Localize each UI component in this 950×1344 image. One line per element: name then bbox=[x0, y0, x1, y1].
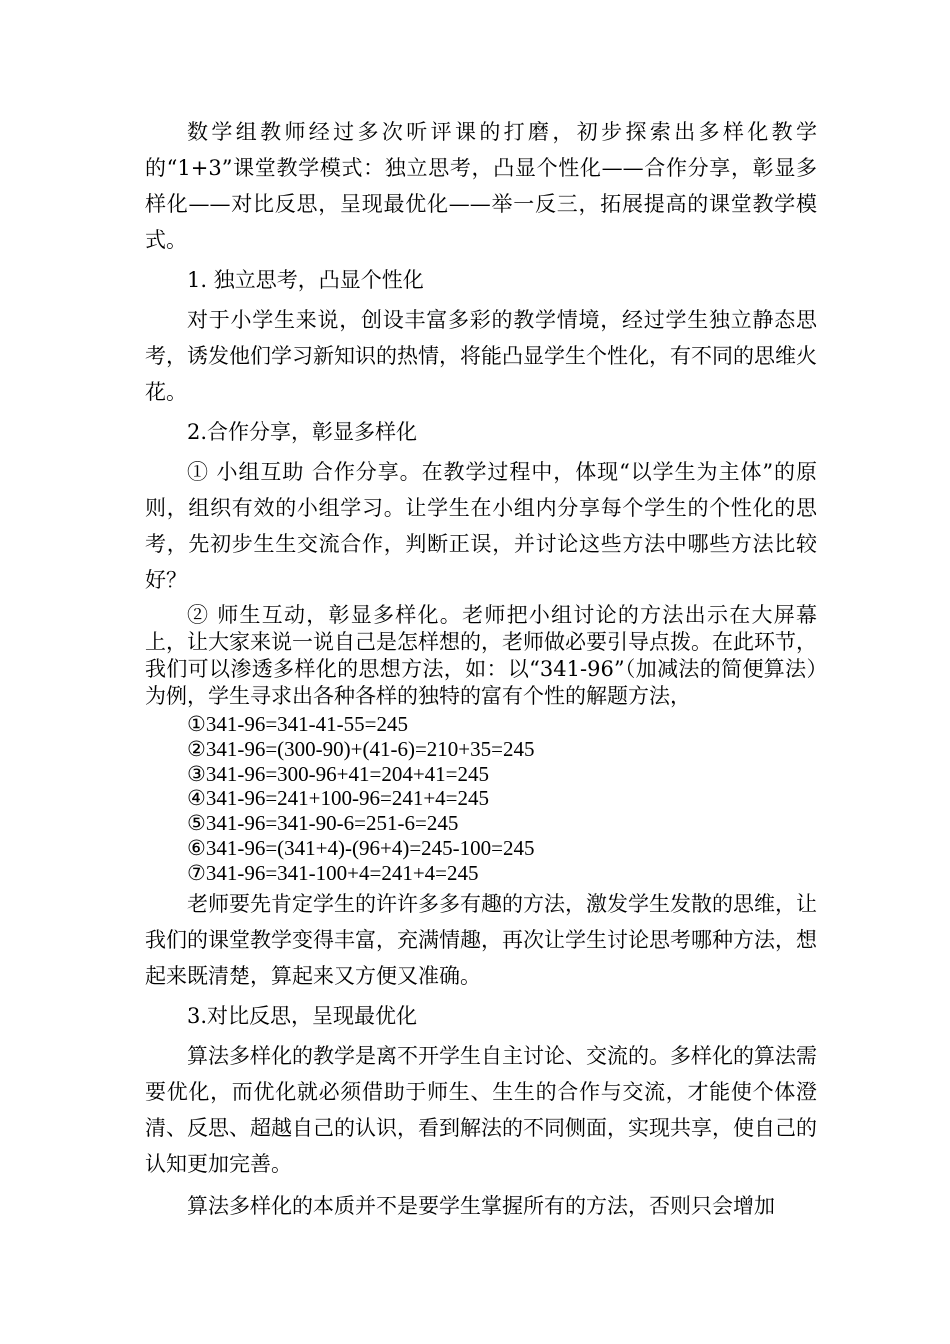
section-heading-2: 2.合作分享，彰显多样化 bbox=[187, 420, 418, 444]
section-2-paragraph-teacher-student: ② 师生互动，彰显多样化。老师把小组讨论的方法出示在大屏幕上，让大家来说一说自己是怎样想的，老师做必要引导点拨。在此环节，我们可以渗透多样化的思想方法，如：以“341-96”（加减法的简便算法）为例，学生寻求出各种各样的独特的富有个性的解题方法， bbox=[145, 603, 817, 708]
section-heading-3: 3.对比反思，呈现最优化 bbox=[187, 1003, 418, 1028]
equation-list bbox=[145, 712, 817, 886]
intro-paragraph: 数学组教师经过多次听评课的打磨，初步探索出多样化教学的“1+3”课堂教学模式：独立思考，凸显个性化——合作分享，彰显多样化——对比反思，呈现最优化——举一反三，拓展提高的课堂教学模式。 bbox=[145, 120, 817, 252]
document-body bbox=[145, 114, 817, 1224]
section-2-paragraph-summary: 老师要先肯定学生的许许多多有趣的方法，激发学生发散的思维，让我们的课堂教学变得丰富，充满情趣，再次让学生讨论思考哪种方法，想起来既清楚，算起来又方便又准确。 bbox=[145, 891, 817, 988]
section-1-paragraph: 对于小学生来说，创设丰富多彩的教学情境，经过学生独立静态思考，诱发他们学习新知识的热情，将能凸显学生个性化，有不同的思维火花。 bbox=[145, 308, 817, 404]
equation-item: ①341-96=341-41-55=245 bbox=[187, 712, 408, 736]
equation-item: ⑤341-96=341-90-6=251-6=245 bbox=[187, 811, 459, 836]
equation-item: ③341-96=300-96+41=204+41=245 bbox=[187, 761, 490, 786]
section-2-paragraph-group-sharing: ① 小组互助 合作分享。在教学过程中，体现“以学生为主体”的原则，组织有效的小组学习。让学生在小组内分享每个学生的个性化的思考，先初步生生交流合作，判断正误，并讨论这些方法中哪些方法比较好？ bbox=[145, 460, 817, 592]
section-3-paragraph-discussion: 算法多样化的教学是离不开学生自主讨论、交流的。多样化的算法需要优化，而优化就必须借助于师生、生生的合作与交流，才能使个体澄清、反思、超越自己的认识，看到解法的不同侧面，实现共享，使自己的认知更加完善。 bbox=[145, 1043, 817, 1176]
section-heading-1: 1. 独立思考，凸显个性化 bbox=[187, 268, 424, 292]
equation-item: ②341-96=(300-90)+(41-6)=210+35=245 bbox=[187, 736, 535, 761]
equation-item: ④341-96=241+100-96=241+4=245 bbox=[187, 786, 490, 811]
equation-item: ⑦341-96=341-100+4=241+4=245 bbox=[187, 860, 479, 885]
section-3-paragraph-essence: 算法多样化的本质并不是要学生掌握所有的方法，否则只会增加 bbox=[187, 1193, 775, 1218]
equation-item: ⑥341-96=(341+4)-(96+4)=245-100=245 bbox=[187, 835, 535, 860]
